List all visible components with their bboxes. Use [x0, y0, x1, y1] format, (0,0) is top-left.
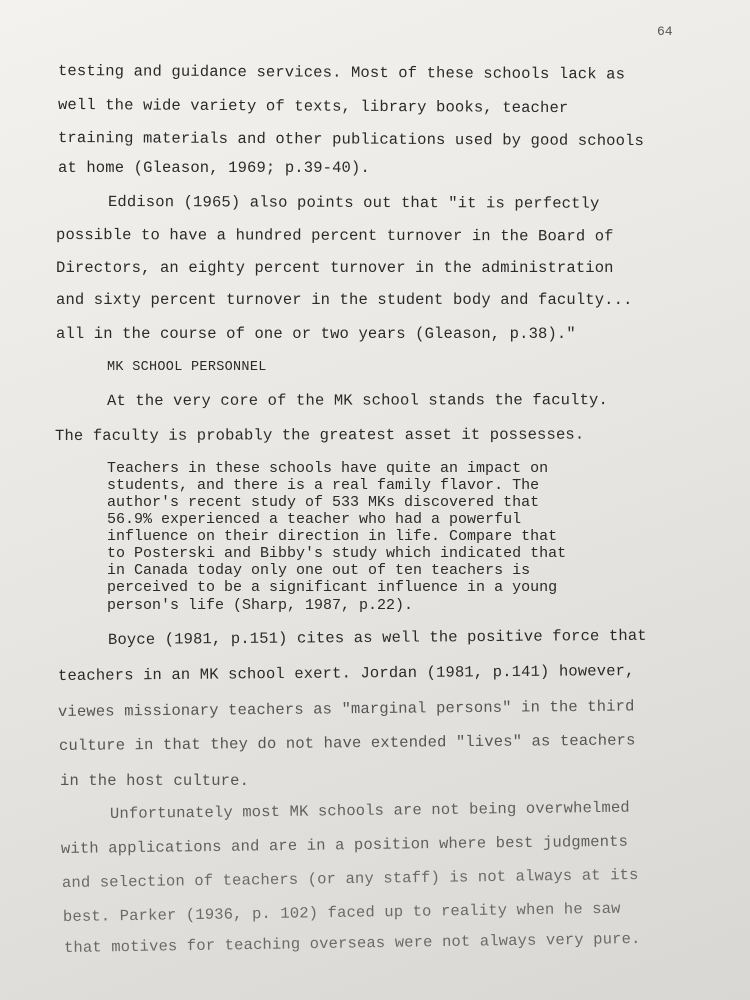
paragraph-2-line: Eddison (1965) also points out that "it is perfectly: [107, 193, 600, 213]
block-quote-line: author's recent study of 533 MKs discovered that: [107, 494, 540, 511]
block-quote-line: 56.9% experienced a teacher who had a powerful: [107, 511, 522, 528]
paragraph-4-line: teachers in an MK school exert. Jordan (1981, p.141) however,: [57, 661, 635, 685]
block-quote-line: person's life (Sharp, 1987, p.22).: [107, 597, 414, 614]
page-number: 64: [657, 24, 673, 39]
paragraph-3-line: At the very core of the MK school stands the faculty.: [106, 391, 608, 410]
paragraph-5-line: Unfortunately most MK schools are not being overwhelmed: [109, 798, 630, 823]
paragraph-2-line: and sixty percent turnover in the student body and faculty...: [56, 291, 633, 309]
paragraph-1-line: well the wide variety of texts, library books, teacher: [57, 96, 569, 118]
block-quote-line: to Posterski and Bibby's study which indicated that: [107, 545, 567, 562]
paragraph-3-line: The faculty is probably the greatest asset it possesses.: [54, 425, 585, 445]
paragraph-1-line: at home (Gleason, 1969; p.39-40).: [58, 159, 370, 177]
paragraph-5-line: that motives for teaching overseas were not always very pure.: [63, 929, 641, 957]
block-quote-line: students, and there is a real family flavor. The: [107, 477, 540, 494]
block-quote-line: influence on their direction in life. Compare that: [107, 528, 558, 545]
paragraph-2-line: Directors, an eighty percent turnover in the administration: [56, 259, 614, 277]
paragraph-4-line: Boyce (1981, p.151) cites as well the positive force that: [107, 626, 647, 649]
paragraph-5-line: best. Parker (1936, p. 102) faced up to reality when he saw: [62, 899, 621, 926]
block-quote-line: in Canada today only one out of ten teachers is: [107, 562, 531, 579]
paragraph-4-line: in the host culture.: [60, 772, 250, 790]
paragraph-2-line: possible to have a hundred percent turnover in the Board of: [55, 226, 614, 246]
block-quote-line: perceived to be a significant influence in a young: [107, 579, 558, 596]
paragraph-2-line: all in the course of one or two years (Gleason, p.38).": [56, 325, 576, 343]
paragraph-4-line: viewes missionary teachers as "marginal persons" in the third: [57, 697, 635, 721]
paragraph-5-line: and selection of teachers (or any staff) is not always at its: [61, 865, 639, 892]
paragraph-1-line: testing and guidance services. Most of these schools lack as: [57, 62, 626, 84]
section-heading: MK SCHOOL PERSONNEL: [107, 360, 267, 375]
paragraph-4-line: culture in that they do not have extended "lives" as teachers: [58, 731, 636, 755]
paragraph-5-line: with applications and are in a position where best judgments: [60, 832, 629, 858]
block-quote-line: Teachers in these schools have quite an impact on: [107, 460, 549, 477]
paragraph-1-line: training materials and other publications used by good schools: [57, 129, 645, 151]
